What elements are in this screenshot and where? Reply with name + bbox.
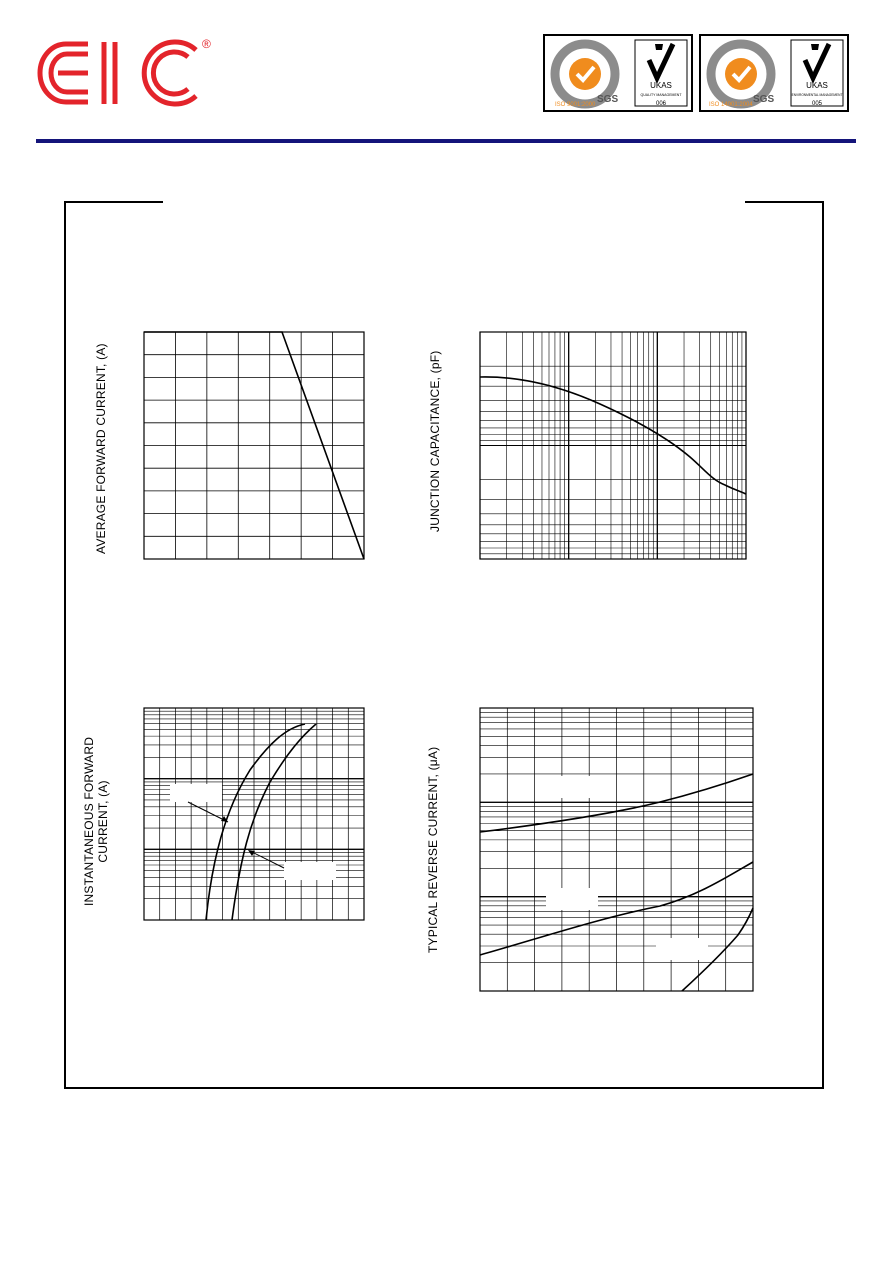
curve-label-box (546, 888, 598, 910)
ukas-label: UKAS (650, 81, 672, 90)
curve-label-box (284, 862, 336, 880)
reverse-ylabel: TYPICAL REVERSE CURRENT, (μA) (426, 746, 440, 953)
sgs-label: SGS (597, 94, 619, 105)
capacitance-ylabel: JUNCTION CAPACITANCE, (pF) (428, 350, 442, 532)
curve-label-box (546, 776, 598, 798)
registered-mark: ® (202, 37, 211, 51)
forward-ylabel-line1: INSTANTANEOUS FORWARD (82, 736, 96, 906)
forward-curve-b (232, 724, 316, 920)
cert-number: 005 (811, 101, 823, 107)
forward-chart (144, 708, 364, 920)
curve-label-box (170, 784, 222, 802)
derating-chart (144, 332, 364, 559)
forward-curve-a (206, 724, 305, 920)
curve-label-box (656, 938, 708, 960)
leader-line (250, 851, 284, 868)
scope-label: QUALITY MANAGEMENT (640, 93, 682, 97)
forward-ylabel-line2: CURRENT, (A) (96, 780, 110, 863)
iso-ring-text: ISO 9001:2000 (555, 102, 596, 108)
iso-ring-text: ISO 14001:2004 (709, 102, 753, 108)
ukas-label: UKAS (806, 81, 828, 90)
scope-label: ENVIRONMENTAL MANAGEMENT (791, 93, 843, 97)
derating-ylabel: AVERAGE FORWARD CURRENT, (A) (94, 343, 108, 554)
capacitance-chart (480, 332, 746, 559)
sgs-label: SGS (753, 94, 775, 105)
reverse-chart (480, 708, 753, 991)
cert-number: 006 (655, 101, 667, 107)
capacitance-curve (480, 377, 746, 494)
leader-line (188, 802, 228, 822)
